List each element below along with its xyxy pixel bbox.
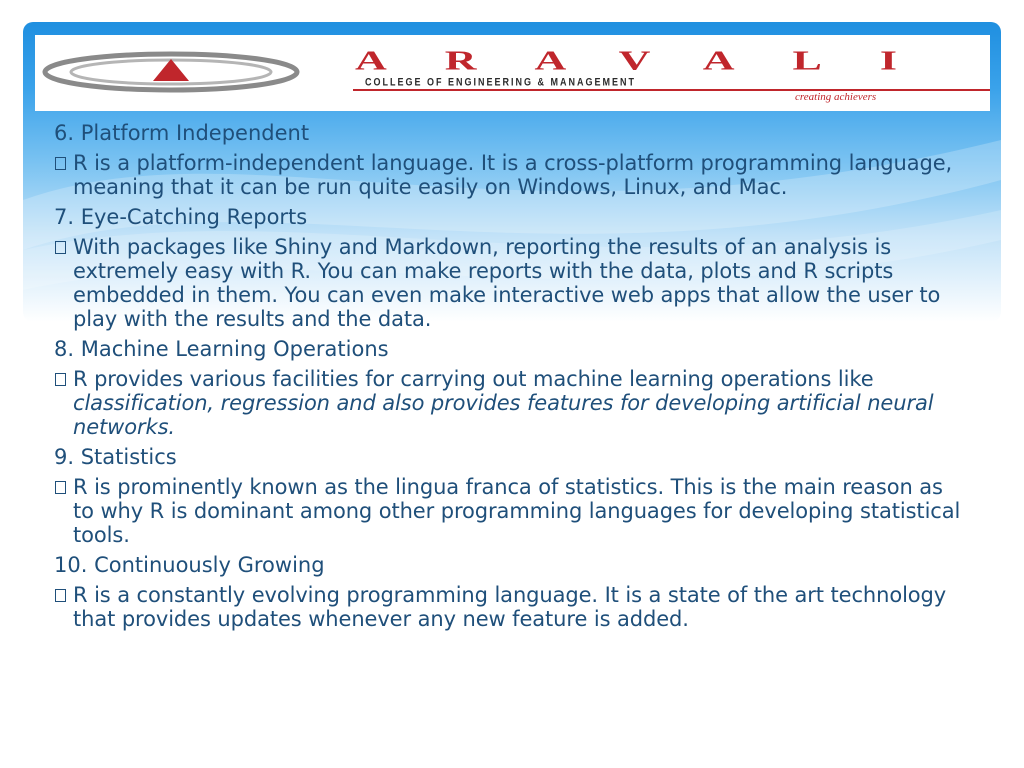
- section-heading: 10. Continuously Growing: [54, 553, 325, 577]
- logo-tagline: creating achievers: [795, 91, 877, 103]
- bullet-text-italic: classification, regression and also provides features for developing artificial neural networks.: [73, 391, 934, 439]
- bullet-text: With packages like Shiny and Markdown, reporting the results of an analysis is extremely easy with R. You can make reports with the data, plots and R scripts embedded in them. You can even make interactive web apps that allow the user to play with the results and the data.: [73, 235, 941, 331]
- bullet-item: [54, 151, 964, 199]
- logo-subtitle: COLLEGE OF ENGINEERING & MANAGEMENT: [365, 76, 637, 88]
- college-logo-banner: [35, 35, 990, 111]
- bullet-box-icon: [55, 589, 66, 602]
- bullet-item: [54, 583, 964, 631]
- bullet-text: R is a constantly evolving programming language. It is a state of the art technology that provides updates whenever any new feature is added.: [73, 583, 947, 631]
- bullet-text: R provides various facilities for carrying out machine learning operations like: [73, 367, 874, 391]
- logo-emblem-icon: [41, 51, 301, 93]
- bullet-box-icon: [55, 481, 66, 494]
- section-heading: 7. Eye-Catching Reports: [54, 205, 308, 229]
- bullet-text: R is a platform-independent language. It is a cross-platform programming language, meaning that it can be run quite easily on Windows, Linux, and Mac.: [73, 151, 953, 199]
- bullet-box-icon: [55, 241, 66, 254]
- section-heading: 9. Statistics: [54, 445, 177, 469]
- bullet-item: [54, 367, 964, 439]
- bullet-item: [54, 475, 964, 547]
- logo-wordmark: ARAVALI: [355, 45, 956, 76]
- bullet-item: [54, 235, 964, 331]
- bullet-text: R is prominently known as the lingua franca of statistics. This is the main reason as to why R is dominant among other programming languages for developing statistical tools.: [73, 475, 961, 547]
- bullet-box-icon: [55, 373, 66, 386]
- slide-content: [54, 119, 964, 635]
- section-heading: 8. Machine Learning Operations: [54, 337, 389, 361]
- logo-divider: [353, 89, 990, 91]
- bullet-box-icon: [55, 157, 66, 170]
- section-heading: 6. Platform Independent: [54, 121, 310, 145]
